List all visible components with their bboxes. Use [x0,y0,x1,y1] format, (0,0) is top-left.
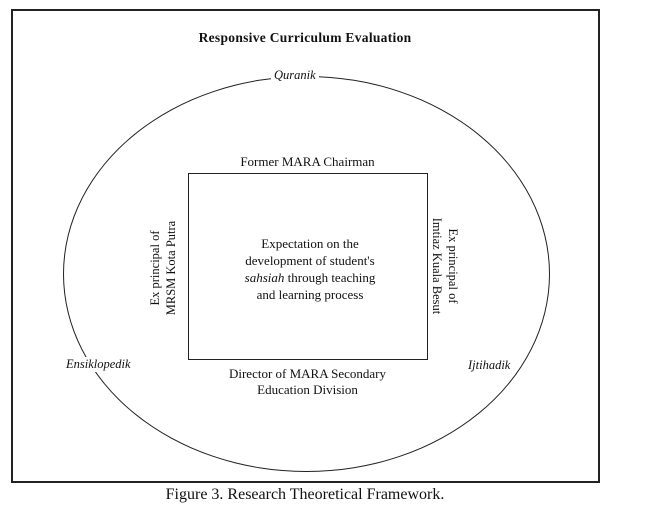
bottom-line-2: Education Division [257,382,358,397]
center-sahsiah: sahsiah [244,270,285,285]
figure-caption: Figure 3. Research Theoretical Framework. [165,486,445,503]
right-line-1: Ex principal of [446,228,460,304]
center-line-3 [205,269,415,286]
label-ex-principal-imtiaz [427,196,461,336]
center-line-2: development of student's [245,253,375,268]
center-line-1: Expectation on the [261,236,359,251]
right-line-2: Imtiaz Kuala Besut [430,217,444,315]
label-ensiklopedik: Ensiklopedik [63,357,134,372]
center-line-4: and learning process [256,287,364,302]
label-former-mara-chairman: Former MARA Chairman [240,154,375,169]
label-ex-principal-mrsm [147,198,181,338]
diagram-title: Responsive Curriculum Evaluation [198,30,412,45]
left-line-2: MRSM Kota Putra [164,220,178,316]
label-ijtihadik: Ijtihadik [465,358,513,373]
center-line-3-rest: through teaching [284,270,376,285]
label-director-mara [180,366,435,398]
center-expectation-text [205,235,415,303]
left-line-1: Ex principal of [148,230,162,306]
label-quranik: Quranik [271,68,319,83]
bottom-line-1: Director of MARA Secondary [228,366,387,381]
